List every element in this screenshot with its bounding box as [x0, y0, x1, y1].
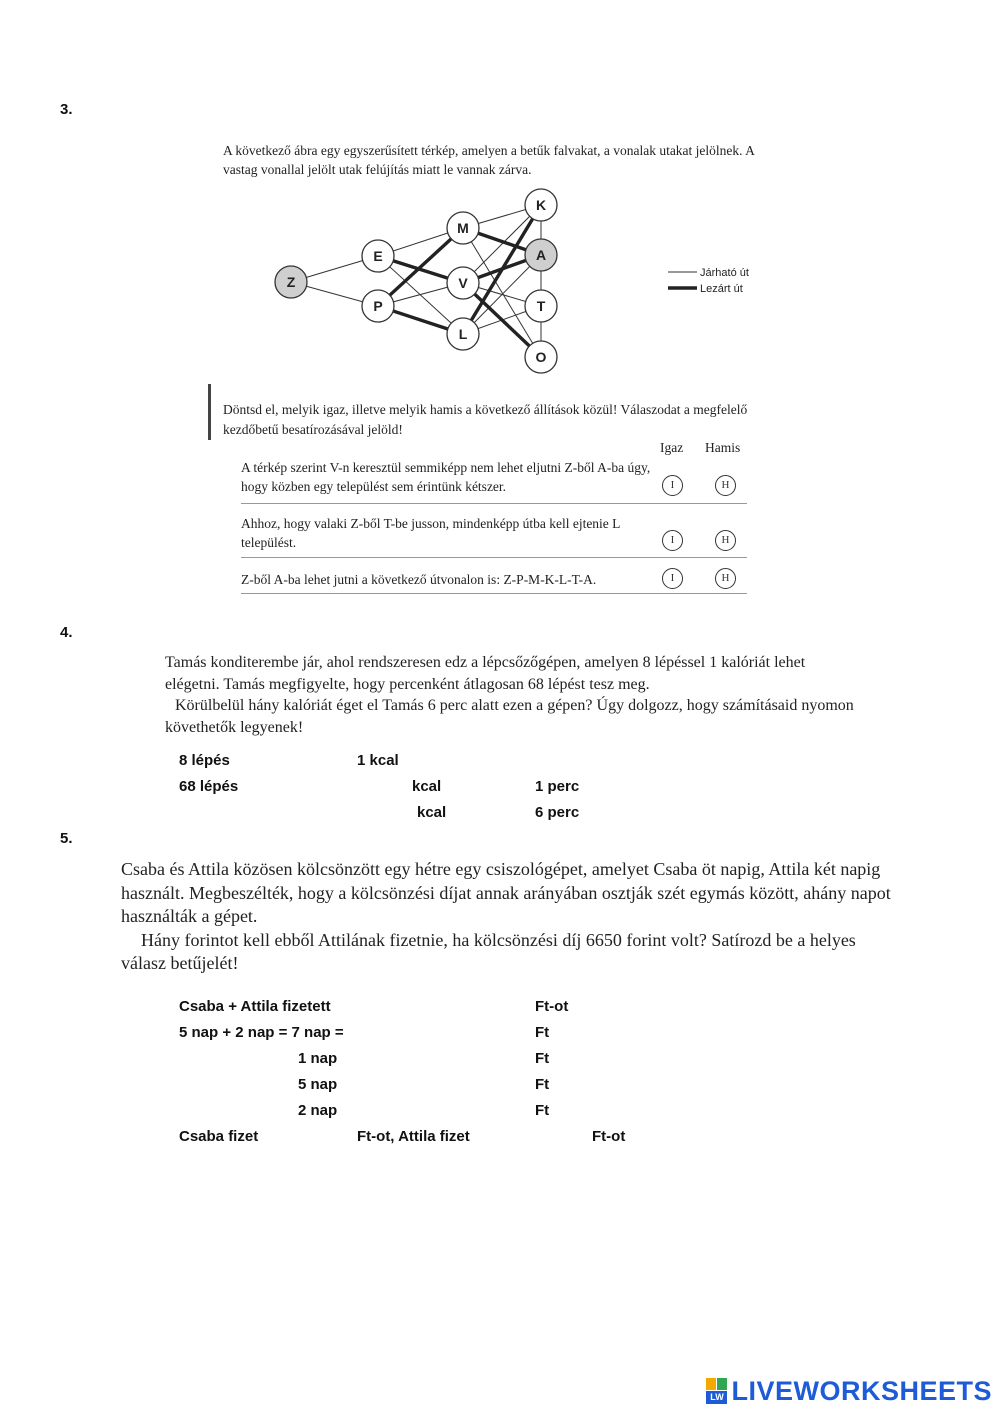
- svg-text:A: A: [535, 247, 547, 263]
- statement-divider: [241, 557, 747, 558]
- village-map-diagram: [260, 185, 760, 380]
- map-node-E: [362, 240, 394, 272]
- logo-mark: LW: [706, 1391, 727, 1404]
- task5-text-para2: Hány forintot kell ebből Attilának fizetnie, ha kölcsönzési díj 6650 forint volt? Satírozd be a helyes válasz betűjelét!: [121, 929, 856, 973]
- column-header-true: Igaz: [660, 440, 684, 455]
- task3-instruction: Döntsd el, melyik igaz, illetve melyik hamis a következő állítások közül! Válaszodat a megfelelő kezdőbetű besatírozásával jelöld!: [223, 402, 748, 437]
- statement-1-false-option[interactable]: H: [715, 475, 736, 496]
- task4-calc-r3c3: 6 perc: [535, 804, 580, 821]
- legend-closed-road: Lezárt út: [700, 283, 743, 295]
- task4-calc-r2c3: 1 perc: [535, 778, 580, 795]
- svg-text:K: K: [535, 197, 547, 213]
- svg-text:M: M: [457, 220, 469, 236]
- statement-1-true-option[interactable]: I: [662, 475, 683, 496]
- map-node-T: [525, 290, 557, 322]
- task5-calc-r2c1: 5 nap + 2 nap = 7 nap =: [179, 1024, 344, 1041]
- statement-divider: [241, 503, 747, 504]
- map-node-M: [447, 212, 479, 244]
- task5-number: 5.: [60, 830, 73, 847]
- svg-text:E: E: [373, 248, 383, 264]
- column-header-false: Hamis: [705, 440, 741, 455]
- svg-text:O: O: [535, 349, 547, 365]
- svg-text:V: V: [458, 275, 468, 291]
- task5-calc-r6c1: Csaba fizet: [179, 1128, 259, 1145]
- svg-text:T: T: [536, 298, 546, 314]
- task4-calc-r1c1: 8 lépés: [179, 752, 230, 769]
- task5-calc-r3c1: 1 nap: [298, 1050, 338, 1067]
- task5-text: [121, 858, 891, 976]
- statement-divider: [241, 593, 747, 594]
- svg-text:P: P: [373, 298, 383, 314]
- task5-calc-r5c1: 2 nap: [298, 1102, 338, 1119]
- task4-calc-r3c2: kcal: [417, 804, 447, 821]
- task5-calc-r4c1: 5 nap: [298, 1076, 338, 1093]
- task5-text-para1: Csaba és Attila közösen kölcsönzött egy hétre egy csiszológépet, amelyet Csaba öt napig, Attila két napig használt. Megbeszélték, hogy a kölcsönzési díjat annak arányában osztják szét egymás között, ahány napot használták a gépet.: [121, 859, 891, 926]
- task5-calc-r2c3: Ft: [535, 1024, 550, 1041]
- statement-2-false-option[interactable]: H: [715, 530, 736, 551]
- task4-text-para2: Körülbelül hány kalóriát éget el Tamás 6 perc alatt ezen a gépen? Úgy dolgozz, hogy számításaid nyomon követhetők legyenek!: [165, 697, 854, 736]
- task4-calc-r2c1: 68 lépés: [179, 778, 239, 795]
- task5-calc-r3c3: Ft: [535, 1050, 550, 1067]
- svg-text:Z: Z: [286, 274, 296, 290]
- task3-side-bar: [208, 384, 211, 440]
- statement-3-false-option[interactable]: H: [715, 568, 736, 589]
- map-node-V: [447, 267, 479, 299]
- task5-calc-r1c3: Ft-ot: [535, 998, 569, 1015]
- task3-intro: A következő ábra egy egyszerűsített térkép, amelyen a betűk falvakat, a vonalak utakat jelölnek. A vastag vonallal jelölt utak felújítás miatt le vannak zárva.: [223, 143, 755, 177]
- task5-calc-r1c1: Csaba + Attila fizetett: [179, 998, 331, 1015]
- map-node-A: [525, 239, 557, 271]
- task4-text: [165, 652, 855, 738]
- liveworksheets-logo-icon: [706, 1378, 728, 1404]
- task4-calc-r2c2: kcal: [412, 778, 442, 795]
- task3-number: 3.: [60, 101, 73, 118]
- map-node-K: [525, 189, 557, 221]
- logo-text: LIVEWORKSHEETS: [731, 1376, 992, 1406]
- task5-calc-r4c3: Ft: [535, 1076, 550, 1093]
- liveworksheets-logo[interactable]: [706, 1376, 992, 1406]
- statement-1: A térkép szerint V-n keresztül semmiképp nem lehet eljutni Z-ből A-ba úgy, hogy közben egy települést sem érintünk kétszer.: [241, 460, 651, 494]
- legend-open-road: Járható út: [700, 267, 749, 279]
- task4-text-para1: Tamás konditerembe jár, ahol rendszeresen edz a lépcsőzőgépen, amelyen 8 lépéssel 1 kalóriát lehet elégetni. Tamás megfigyelte, hogy percenként átlagosan 68 lépést tesz meg.: [165, 654, 806, 693]
- svg-text:L: L: [458, 326, 468, 342]
- statement-2: Ahhoz, hogy valaki Z-ből T-be jusson, mindenképp útba kell ejtenie L települést.: [241, 516, 620, 550]
- task5-calc-r6c3: Ft-ot: [592, 1128, 626, 1145]
- task5-calc-r5c3: Ft: [535, 1102, 550, 1119]
- map-node-P: [362, 290, 394, 322]
- map-node-Z: [275, 266, 307, 298]
- task4-calc-r1c2: 1 kcal: [357, 752, 399, 769]
- statement-3-true-option[interactable]: I: [662, 568, 683, 589]
- map-node-O: [525, 341, 557, 373]
- statement-2-true-option[interactable]: I: [662, 530, 683, 551]
- map-node-L: [447, 318, 479, 350]
- task5-calc-r6c2: Ft-ot, Attila fizet: [357, 1128, 470, 1145]
- statement-3: Z-ből A-ba lehet jutni a következő útvonalon is: Z-P-M-K-L-T-A.: [241, 572, 597, 587]
- task4-number: 4.: [60, 624, 73, 641]
